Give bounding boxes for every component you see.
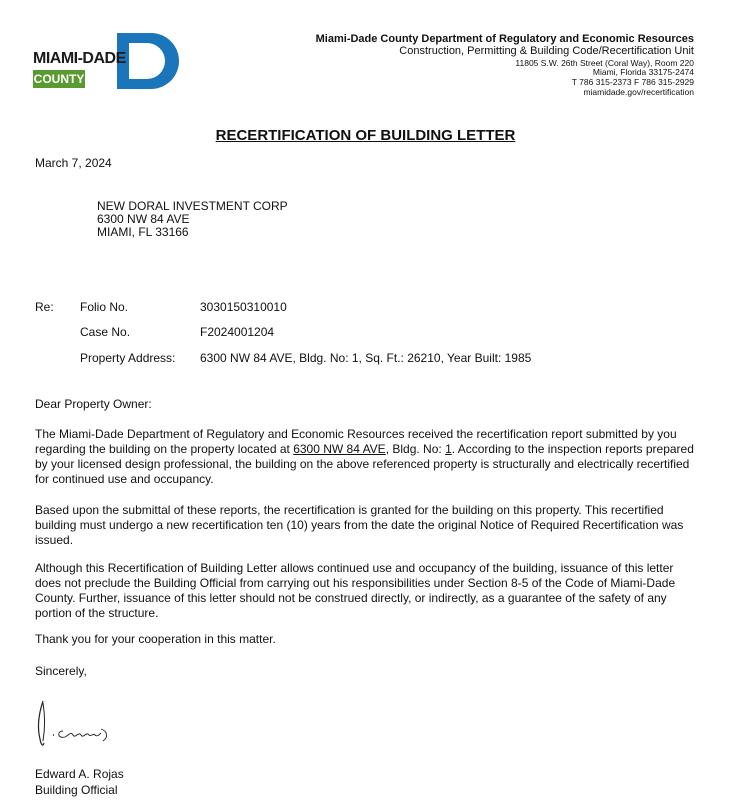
signer-title: Building Official	[35, 783, 118, 797]
logo-county-badge: COUNTY	[33, 72, 85, 86]
recipient-name: NEW DORAL INVESTMENT CORP	[97, 199, 288, 213]
paragraph-1-part3: . According to the inspection reports prepared by your licensed design professional, the building on the above referenced property is structurally and electrically recertified for continued use and occupancy.	[35, 442, 694, 486]
case-label: Case No.	[80, 325, 131, 339]
header-website: miamidade.gov/recertification	[583, 87, 694, 97]
property-address-value: 6300 NW 84 AVE, Bldg. No: 1, Sq. Ft.: 26210, Year Built: 1985	[200, 351, 532, 365]
letter-date: March 7, 2024	[35, 156, 112, 170]
salutation: Dear Property Owner:	[35, 397, 152, 411]
case-value: F2024001204	[200, 325, 275, 339]
signer-name: Edward A. Rojas	[35, 767, 124, 781]
paragraph-1-address: 6300 NW 84 AVE	[293, 442, 386, 456]
logo-miami-dade-text: MIAMI-DADE	[33, 50, 126, 67]
paragraph-1-part2: , Bldg. No:	[385, 442, 446, 456]
logo-d-inner	[129, 43, 165, 79]
recipient-city: MIAMI, FL 33166	[97, 225, 189, 239]
paragraph-2: Based upon the submittal of these reports, the recertification is granted for the building on this property. This recertified building must undergo a new recertification ten (10) years from the date the original Notice of Required Recertification was issued.	[35, 503, 684, 547]
header-address-line2: Miami, Florida 33175-2474	[592, 67, 694, 77]
miami-dade-logo	[33, 33, 153, 91]
paragraph-1-bldg: 1	[445, 442, 452, 456]
paragraph-1-part1: The Miami-Dade Department of Regulatory and Economic Resources received the recertification report submitted by you regarding the building on the property located at	[35, 427, 677, 456]
header-unit: Construction, Permitting & Building Code/Recertification Unit	[399, 45, 694, 57]
header-address-line1: 11805 S.W. 26th Street (Coral Way), Room 220	[515, 58, 694, 68]
header-phone: T 786 315-2373 F 786 315-2929	[571, 77, 694, 87]
handwritten-signature	[35, 695, 115, 750]
re-label: Re:	[35, 300, 54, 314]
paragraph-3: Although this Recertification of Building Letter allows continued use and occupancy of the building, issuance of this letter does not preclude the Building Official from carrying out his responsibilities under Section 8-5 of the Code of Miami-Dade County. Further, issuance of this letter should not be construed directly, or indirectly, as a guarantee of the safety of any portion of the structure.	[35, 561, 676, 620]
paragraph-1	[35, 427, 695, 487]
letter-title: RECERTIFICATION OF BUILDING LETTER	[215, 127, 516, 144]
header-department: Miami-Dade County Department of Regulatory and Economic Resources	[315, 33, 694, 45]
property-address-label: Property Address:	[80, 351, 176, 365]
paragraph-4: Thank you for your cooperation in this matter.	[35, 632, 276, 646]
closing: Sincerely,	[35, 664, 87, 678]
folio-label: Folio No.	[80, 300, 129, 314]
recipient-street: 6300 NW 84 AVE	[97, 212, 190, 226]
folio-value: 3030150310010	[200, 300, 287, 314]
